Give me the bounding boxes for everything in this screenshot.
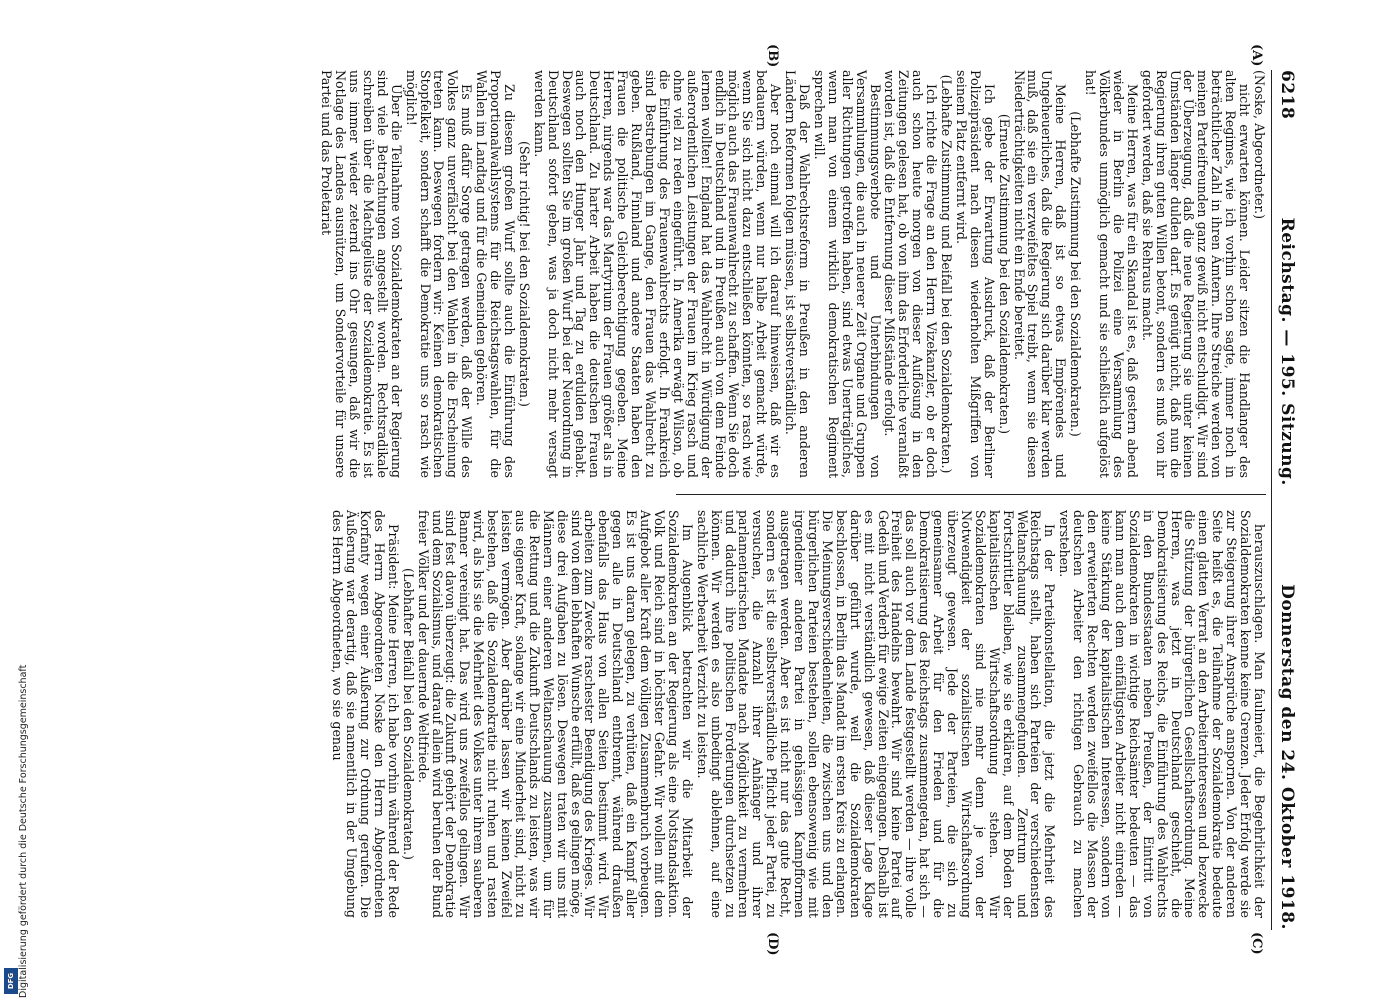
digitization-note: Digitalisierung gefördert durch die Deutsche Forschungsgemeinschaft	[18, 664, 29, 998]
margin-marker-a: (A)	[1249, 44, 1264, 67]
paragraph: (Erneute Zustimmung bei den Sozialdemokraten.)	[996, 113, 1012, 435]
paragraph: (Lebhafte Zustimmung bei den Sozialdemokraten.)	[1068, 111, 1084, 437]
paragraph: Über die Teilnahme von Sozialdemokraten an der Regierung sind viele Betrachtungen angestellt worden. Rechtsradikale schreiben über die Machtgelüste der Sozialdemokratie. Es ist uns immer wieder zeternd ins Ohr gesungen, daß wir die Notlage des Landes ausnützen, um Sondervorteile für unsere Partei und das Proletariat	[319, 70, 404, 478]
paragraph: Bestimmungsverbote und Unterbindungen von Versammlungen, die auch in neuerer Zeit Organe und Gruppen aller Richtungen getroffen haben, sind etwas Unerträgliches, wenn man von einem wirklich demokratischen Regiment sprechen will.	[811, 70, 883, 478]
header-session: Reichstag. — 195. Sitzung.	[1277, 217, 1297, 486]
paragraph: Im Augenblick betrachten wir die Mitarbeit der Sozialdemokraten an der Regierung als eine Notstandsaktion. Volk und Reich sind in höchster Gefahr. Wir wollen mit dem Aufgebot aller Kraft dem völligen Zusammenbruch vorbeugen. Es ist uns daran gelegen, zu verhüten, daß ein Kampf aller gegen alle in Deutschland entbrennt, während draußen ebenfalls das Haus von allen Seiten bestimmt wird. Wir arbeiten zum Zwecke raschester Beendigung des Krieges. Wir sind von dem lebhaften Wunsche erfüllt, daß es gelingen möge, diese drei Aufgaben zu lösen. Deswegen traten wir uns mit Männern einer anderen Weltanschauung zusammen, um für die Rettung und die Zukunft Deutschlands zu leisten, was wir aus eigener Kraft, solange wir eine Minderheit sind, nicht zu leisten vermögen. Aber darüber lassen wir keinen Zweifel bestehen, daß die Sozialdemokratie nicht ruhen und rasten wird, als bis sie die Mehrheit des Volkes unter ihrem sauberen Banner vereinigt hat. Das wird uns zweifellos gelingen. Wir sind fest davon überzeugt: die Zukunft gehört der Demokratie und dem Sozialismus, und darauf allein wird beruhen der Bund freier Völker und der dauernde Weltfriede.	[415, 510, 695, 918]
paragraph: Ich richte die Frage an den Herrn Vizekanzler, ob er doch auch schon heute morgen von dieser Auflösung in den Zeitungen gelesen hat, ob von ihm das Erforderliche veranlaßt worden ist, daß die Entfernung dieser Mißstände erfolgt.	[882, 70, 940, 478]
paragraph: herauszuschlagen. Man faulmeiert, die Begehrlichkeit der Sozialdemokraten kenne keine Grenzen. Jeder Erfolg werde sie zur Steigerung ihrer Ansprüche anspornen. Von der anderen Seite heißt es, die Teilnahme der Sozialdemokratie bedeute einen glatten Verrat an den Arbeiterinteressen und bezwecke die Stützung der bürgerlichen Gesellschaftsordnung. Meine Herren, was jetzt in Deutschland geschieht, die Demokratisierung des Reichs, die Einführung des Wahlrechts in den Bundesstaaten neben Preußen, der Eintritt von Sozialdemokraten in wichtige Reichsämter bedeuten — das kann man auch dem einfältigsten Arbeiter nicht einreden — keine Stärkung der kapitalistischen Interessen, sondern von den erweiterten Rechten werden zweifellos die Massen der deutschen Arbeiter den richtigen Gebrauch zu machen verstehen.	[1057, 510, 1267, 918]
left-column	[318, 70, 1266, 478]
page-header	[1274, 70, 1300, 930]
right-column	[329, 510, 1266, 918]
paragraph: (Lebhafter Beifall bei den Sozialdemokraten.)	[400, 568, 416, 860]
margin-marker-b: (B)	[765, 44, 780, 68]
paragraph: Zu diesem großen Wurf sollte auch die Einführung des Proportionalwahlsystems für die Reichstagswahlen, für die Wahlen im Landtag und für die Gemeinden gehören.	[474, 70, 517, 478]
paragraph: In der Parteikonstellation, die jetzt die Mehrheit des Reichstags stellt, haben sich Parteien der verschiedensten Weltanschauung zusammengefunden. Zentrum und Fortschrittler bleiben, wie sie erklären, auf dem Boden der kapitalistischen Wirtschaftsordnung stehen. Wir Sozialdemokraten sind nie mehr denn je von der Notwendigkeit der sozialistischen Wirtschaftsordnung überzeugt gewesen. Jede der Parteien, die sich zu gemeinsamer Arbeit für den Frieden und für die Demokratisierung des Reichstags zusammengetan, hat sich — das soll auch vor dem Lande festgestellt werden — ihre volle Freiheit des Handelns bewahrt. Wir sind keine Partei auf Gedeih und Verderb für ewige Zeiten eingegangen. Deshalb ist es mit nicht verständlich gewesen, daß dieser Lage Klage darüber geführt wurde, weil die Sozialdemokraten beschlossen, in Berlin das Mandat im ersten Kreis zu erlangen. Die Meinungsverschiedenheiten, die zwischen uns und den bürgerlichen Parteien bestehen, sollen ebensowenig wie mit irgendeiner anderen Partei in gehässigen Kampfformen ausgetragen werden. Aber es ist nicht nur das gute Recht, sondern es ist die selbstverständliche Pflicht jeder Partei, zu versuchen, die Anzahl ihrer Anhänger und ihrer parlamentarischen Mandate nach Möglichkeit zu vermehren und dadurch ihre politischen Forderungen durchsetzen zu können. Wir werden es also unbedingt ablehnen, auf eine sachliche Werbearbeit Verzicht zu leisten.	[694, 510, 1058, 918]
paragraph: Ich gebe der Erwartung Ausdruck, daß der Berliner Polizeipräsident nach diesen wiederholten Mißgriffen von seinem Platz entfernt wird.	[953, 70, 997, 478]
column-divider	[676, 494, 1266, 495]
header-date: Donnerstag den 24. Oktober 1918.	[1277, 584, 1297, 930]
paragraph: (Lebhafte Zustimmung und Beifall bei den Sozialdemokraten.)	[939, 74, 955, 474]
paragraph: Meine Herren, was für ein Skandal ist es, daß gestern abend wieder in Berlin die Polizei eine Versammlung des Völkerbundes unmöglich gemacht und sie schließlich aufgelöst hat!	[1083, 70, 1140, 478]
paragraph: nicht erwarten können. Leider sitzen die Handlanger des alten Regimes, wie ich vorhin schon sagte, immer noch in beträchtlicher Zahl in ihren Ämtern. Ihre Streiche werden von meinen Parteifreunden ganz gewiß nicht entschuldigt. Wir sind der Überzeugung, daß die neue Regierung sie unter keinen Umständen länger dulden darf. Es genügt nicht, daß nun die Regierung ihren guten Willen betont, sondern es muß von ihr gefordert werden, daß sie Rehraus macht.	[1139, 70, 1253, 478]
margin-marker-d: (D)	[765, 932, 780, 956]
dfg-logo: DFG	[4, 968, 18, 994]
margin-marker-c: (C)	[1249, 932, 1264, 955]
page-number: 6218	[1277, 70, 1297, 120]
paragraph: Meine Herren, daß ist so etwas Empörendes und Ungeheuerliches, daß die Regierung sich darüber klar werden muß, daß sie ein verzweifeltes Spiel treibt, wenn sie diesen Niederträchtigkeiten nicht ein Ende bereitet.	[1011, 70, 1069, 478]
paragraph: (Noske, Abgeordneter.)	[1252, 70, 1267, 220]
paragraph: (Sehr richtig! bei den Sozialdemokraten.)	[516, 141, 532, 407]
paragraph: Es muß dafür Sorge getragen werden, daß der Wille des Volkes ganz unverfälscht bei den Wahlen in die Erscheinung treten kann. Deswegen fordern wir: Keinen demokratischen Stopfelkeit, sondern schafft die Demokratie uns so rasch wie möglich!	[403, 70, 475, 478]
paragraph: Präsident: Meine Herren, ich habe vorhin während der Rede des Herrn Abgeordneten Noske den Herrn Abgeordneten Korfanty wegen einer Äußerung zur Ordnung gerufen. Die Äußerung war derartig, daß sie namentlich in der Umgebung des Herrn Abgeordneten, wo sie genau	[330, 510, 401, 918]
header-rule	[1271, 70, 1272, 930]
rotated-page-content	[70, 44, 1300, 956]
paragraph: Aber noch einmal will ich darauf hinweisen, daß wir es bedauern würden, wenn nur halbe Arbeit gemacht würde, wenn Sie sich nicht dazu entschließen könnten, so rasch wie möglich auch das Frauenwahlrecht zu schaffen. Wenn Sie doch endlich in Deutschland und in Preußen auch von dem Feinde lernen wollten! England hat das Wahlrecht in Würdigung der außerordentlichen Leistungen der Frauen im Krieg rasch und ohne viel zu reden eingeführt. In Amerika erwägt Wilson, ob die Einführung des Frauenwahlrechts erfolgt. In Frankreich sind Bestrebungen im Gange, den Frauen das Wahlrecht zu geben. Rußland, Finnland und andere Staaten haben den Frauen die politische Gleichberechtigung gegeben. Meine Herren, nirgends war das Martyrium der Frauen größer als in Deutschland. Zu harter Arbeit haben die deutschen Frauen auch noch den Hunger Jahr und Tag zu erdulden gehabt. Deswegen sollten Sie im großen Wurf bei der Neuordnung in Deutschland sofort geben, was ja doch nicht mehr versagt werden kann.	[531, 70, 784, 478]
paragraph: Daß der Wahlrechtsreform in Preußen in den anderen Ländern Reformen folgen müssen, ist selbstverständlich.	[783, 70, 812, 478]
